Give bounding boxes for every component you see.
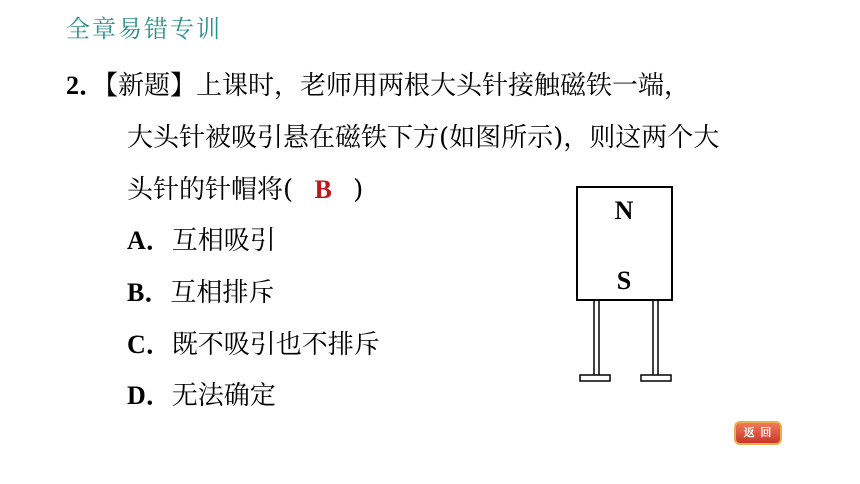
north-pole-label: N [614,196,634,225]
option-d [127,376,276,416]
option-d-letter: D． [127,381,172,410]
option-a-text: 互相吸引 [171,226,276,256]
question-line-2: 大头针被吸引悬在磁铁下方(如图所示)，则这两个大 [127,123,720,153]
section-title: 全章易错专训 [66,15,222,43]
left-pin-head [580,375,610,381]
back-button[interactable]: 返 回 [734,421,782,445]
south-pole-label: S [616,266,632,295]
question-line-1 [66,66,690,106]
option-b-letter: B． [127,278,171,307]
option-a [127,221,276,261]
option-d-text: 无法确定 [171,381,276,411]
option-a-letter: A． [127,226,172,255]
option-c [127,325,380,365]
option-b [127,273,274,313]
magnet-figure [574,185,679,385]
left-pin [580,300,610,381]
question-bracket-close: ) [353,175,364,205]
answer-text: B [314,175,332,204]
question-line-3 [127,170,363,210]
option-c-text: 既不吸引也不排斥 [171,330,380,360]
right-pin-head [641,375,671,381]
right-pin [641,300,671,381]
question-text-line-1: 【新题】上课时，老师用两根大头针接触磁铁一端， [105,71,691,101]
option-b-text: 互相排斥 [170,278,275,308]
option-c-letter: C． [127,330,172,359]
question-text-line-3: 头针的针帽将( [127,175,294,205]
question-number: 2． [66,71,106,100]
